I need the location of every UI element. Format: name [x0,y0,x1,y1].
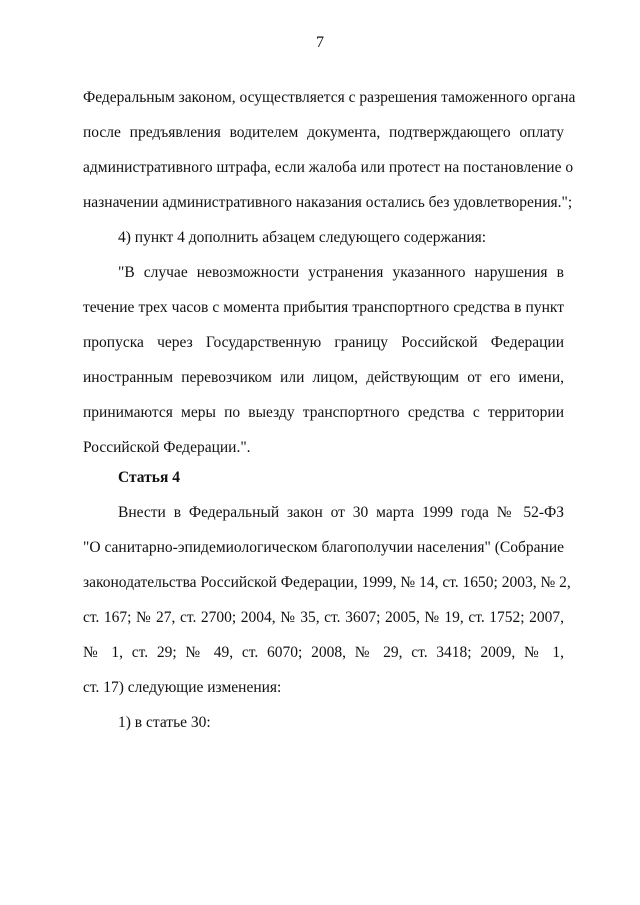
text-line: № 1, ст. 29; № 49, ст. 6070; 2008, № 29, ст. 3418; 2009, № 1, [83,644,564,661]
text-line: Российской Федерации.". [83,439,251,456]
list-item-paragraph: 1) в статье 30: [118,714,211,731]
article-heading: Статья 4 [118,469,180,486]
text-line: административного штрафа, если жалоба или протест на постановление о [83,159,574,176]
text-line: ст. 167; № 27, ст. 2700; 2004, № 35, ст. 3607; 2005, № 19, ст. 1752; 2007, [83,609,564,626]
text-line: "О санитарно-эпидемиологическом благополучии населения" (Собрание [83,539,564,556]
text-line: Федеральным законом, осуществляется с разрешения таможенного органа [83,89,576,106]
text-line: назначении административного наказания остались без удовлетворения."; [83,194,573,211]
text-line: иностранным перевозчиком или лицом, действующим от его имени, [83,369,564,386]
text-line: ст. 17) следующие изменения: [83,679,282,696]
text-line: пропуска через Государственную границу Российской Федерации [83,334,564,351]
text-line: течение трех часов с момента прибытия транспортного средства в пункт [83,299,564,316]
article-paragraph-line: Внести в Федеральный закон от 30 марта 1999 года № 52-ФЗ [118,504,564,521]
text-line: принимаются меры по выезду транспортного средства с территории [83,404,564,421]
list-item-paragraph: 4) пункт 4 дополнить абзацем следующего содержания: [118,229,487,246]
text-line: после предъявления водителем документа, подтверждающего оплату [83,124,564,141]
quote-paragraph-line: "В случае невозможности устранения указанного нарушения в [118,264,564,281]
page-number: 7 [316,34,324,51]
text-line: законодательства Российской Федерации, 1999, № 14, ст. 1650; 2003, № 2, [83,574,571,591]
